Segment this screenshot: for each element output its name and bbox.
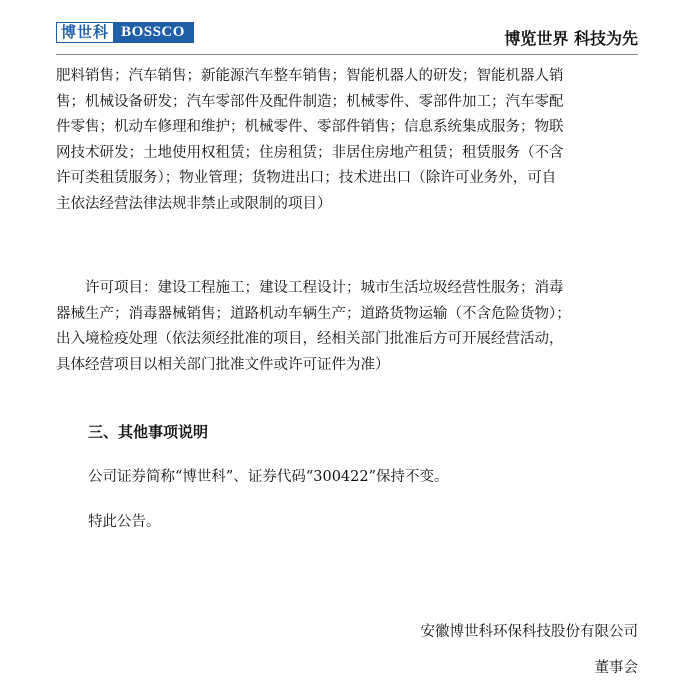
- text-line: 肥料销售；汽车销售；新能源汽车整车销售；智能机器人的研发；智能机器人销: [56, 68, 564, 84]
- header-slogan: 博览世界 科技为先: [504, 29, 638, 48]
- stock-notice-text: 公司证券简称“博世科”、证券代码“300422”保持不变。: [88, 469, 449, 485]
- signature-board: 董事会: [594, 660, 638, 676]
- signature-company: 安徽博世科环保科技股份有限公司: [420, 624, 638, 640]
- company-logo: [56, 22, 194, 43]
- text-line: 具体经营项目以相关部门批准文件或许可证件为准）: [56, 356, 390, 373]
- text-line: 主依法经营法律法规非禁止或限制的项目）: [56, 195, 332, 212]
- text-line: 网技术研发；土地使用权租赁；住房租赁；非居住房地产租赁；租赁服务（不含: [56, 144, 564, 161]
- closing-text: 特此公告。: [88, 514, 161, 530]
- general-business-scope: [56, 64, 641, 217]
- text-line: 出入境检疫处理（依法须经批准的项目，经相关部门批准后方可开展经营活动，: [56, 331, 564, 347]
- text-line: 器械生产；消毒器械销售；道路机动车辆生产；道路货物运输（不含危险货物）；: [56, 305, 571, 322]
- logo-chinese-text: 博世科: [57, 23, 113, 42]
- text-line: 售；机械设备研发；汽车零部件及配件制造；机械零件、零部件加工；汽车零配: [56, 93, 564, 110]
- text-line: 许可类租赁服务）；物业管理；货物进出口；技术进出口（除许可业务外，可自: [56, 170, 557, 186]
- header-divider: [56, 54, 638, 55]
- text-line: 件零售；机动车修理和维护；机械零件、零部件销售；信息系统集成服务；物联: [56, 119, 564, 135]
- section-heading: 三、其他事项说明: [88, 423, 209, 441]
- logo-english-text: BOSSCO: [113, 23, 193, 42]
- text-line: 许可项目：建设工程施工；建设工程设计；城市生活垃圾经营性服务；消毒: [85, 280, 564, 296]
- licensed-business-scope: [56, 276, 641, 378]
